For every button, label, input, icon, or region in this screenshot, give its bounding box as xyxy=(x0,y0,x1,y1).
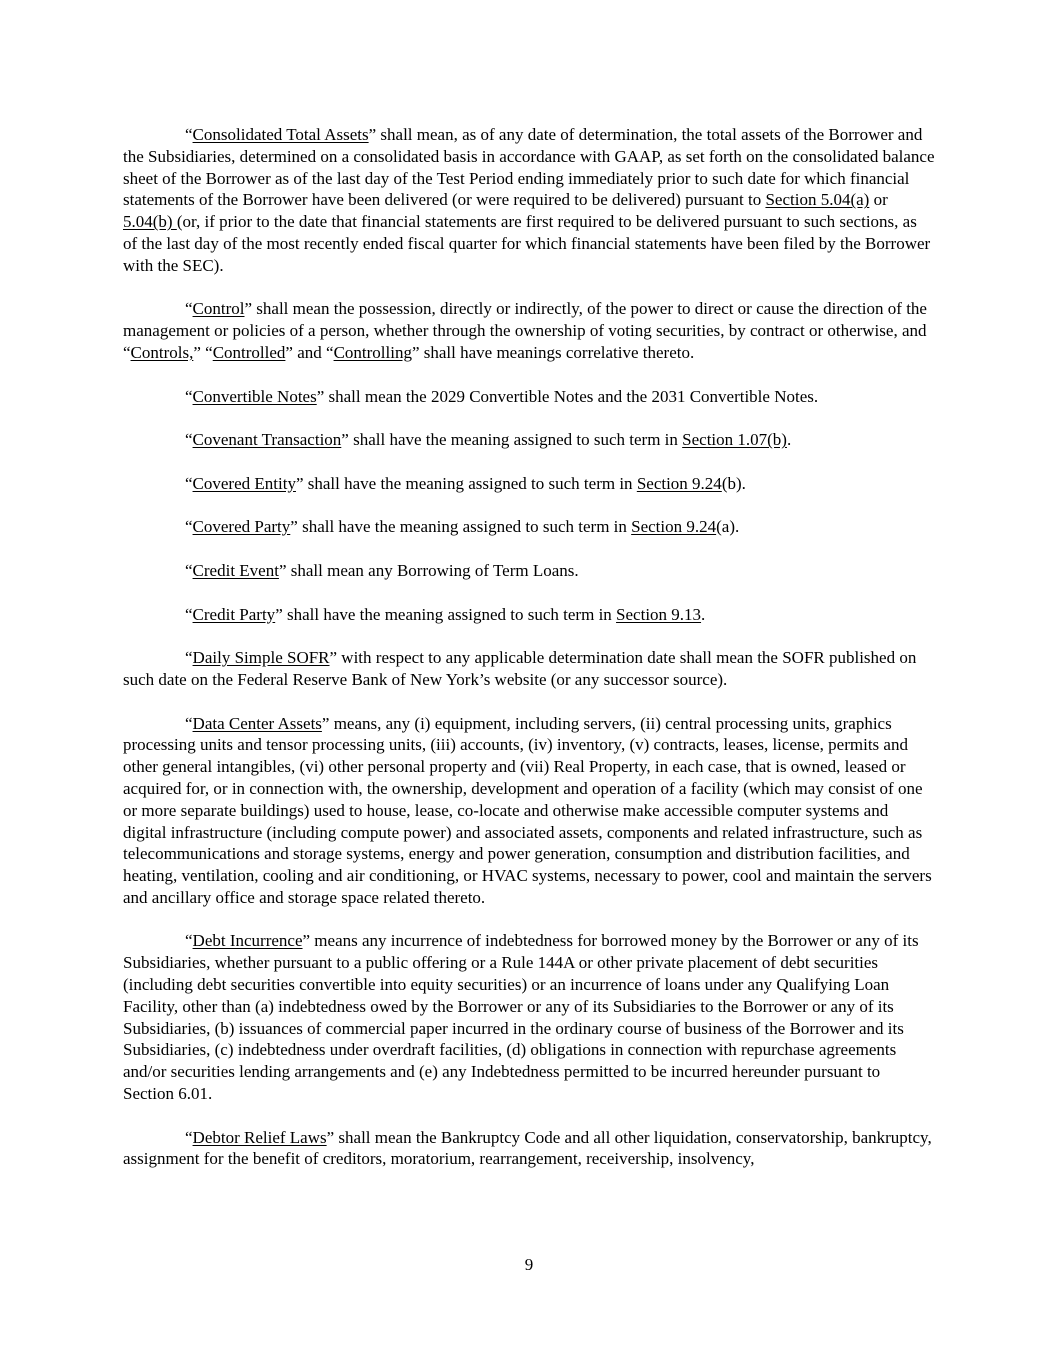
text-run: ” shall have meanings correlative thereto. xyxy=(411,342,695,362)
defined-term: Convertible Notes xyxy=(192,386,317,406)
defined-term: Consolidated Total Assets xyxy=(192,125,369,144)
paragraph-covered-party xyxy=(123,516,935,538)
document-body xyxy=(123,124,935,1192)
text-run: ” shall mean any Borrowing of Term Loans. xyxy=(278,560,579,580)
defined-term: Covered Entity xyxy=(192,473,296,493)
text-run: ” shall mean the Bankruptcy Code and all other liquidation, conservatorship, bankruptcy, assignment for the benefit of creditors, moratorium, rearrangement, receivership, insolvency, xyxy=(123,1127,932,1169)
paragraph-covered-entity xyxy=(123,473,935,495)
paragraph-data-center-assets xyxy=(123,713,935,909)
text-run: ” shall mean the possession, directly or indirectly, of the power to direct or cause the direction of the management or policies of a person, whether through the ownership of voting securities, by contract or otherwise, and “ xyxy=(123,299,927,362)
defined-term: Controlling xyxy=(333,342,412,362)
paragraph-covenant-transaction xyxy=(123,429,935,451)
paragraph-debt-incurrence xyxy=(123,930,935,1104)
text-run: or xyxy=(869,190,888,210)
paragraph-credit-party xyxy=(123,604,935,626)
text-run: “ xyxy=(185,713,193,733)
text-run: (b). xyxy=(721,473,746,493)
text-run: ” shall have the meaning assigned to such term in xyxy=(295,473,637,493)
section-ref: Section 1.07(b) xyxy=(682,430,787,450)
text-run: . xyxy=(701,604,706,624)
section-ref: 5.04(b) xyxy=(123,212,177,232)
text-run: “ xyxy=(185,430,193,450)
defined-term: Control xyxy=(192,299,245,319)
paragraph-credit-event xyxy=(123,560,935,582)
paragraph-daily-simple-sofr xyxy=(123,647,935,691)
defined-term: Debtor Relief Laws xyxy=(192,1127,327,1147)
text-run: “ xyxy=(185,299,193,319)
defined-term: Covered Party xyxy=(192,517,291,537)
text-run: . xyxy=(786,430,792,450)
paragraph-convertible-notes xyxy=(123,386,935,408)
defined-term: Data Center Assets xyxy=(192,713,322,733)
defined-term: Daily Simple SOFR xyxy=(192,648,330,668)
text-run: “ xyxy=(185,560,193,580)
text-run: ” shall have the meaning assigned to such term in xyxy=(275,604,617,624)
page-footer xyxy=(123,1254,935,1276)
defined-term: Covenant Transaction xyxy=(192,430,342,450)
text-run: “ xyxy=(185,517,193,537)
text-run: ” shall mean the 2029 Convertible Notes and the 2031 Convertible Notes. xyxy=(316,386,819,406)
section-ref: Section 9.13 xyxy=(616,604,702,624)
text-run: (or, if prior to the date that financial statements are first required to be delivered pursuant to such sections, as of the last day of the most recently ended fiscal quarter for which financial statements have been filed by the Borrower with the SEC). xyxy=(123,212,931,275)
text-run: ” and “ xyxy=(285,342,334,362)
text-run: ” shall have the meaning assigned to such term in xyxy=(290,517,632,537)
defined-term: Controls, xyxy=(130,342,194,362)
text-run: ” “ xyxy=(193,342,213,362)
text-run: “ xyxy=(185,604,193,624)
defined-term: Debt Incurrence xyxy=(192,931,303,951)
section-ref: Section 9.24 xyxy=(636,473,722,493)
section-ref: Section 9.24 xyxy=(631,517,717,537)
text-run: ” means any incurrence of indebtedness for borrowed money by the Borrower or any of its Subsidiaries, whether pursuant to a public offering or a Rule 144A or other private placement of debt securities (including debt securities convertible into equity securities) or an incurrence of loans under any Qualifying Loan Facility, other than (a) indebtedness owed by the Borrower or any of its Subsidiaries to the Borrower or any of its Subsidiaries, (b) issuances of commercial paper incurred in the ordinary course of business of the Borrower and its Subsidiaries, (c) indebtedness under overdraft facilities, (d) obligations in connection with repurchase agreements and/or securities lending arrangements and (e) any Indebtedness permitted to be incurred hereunder pursuant to Section 6.01. xyxy=(123,931,919,1104)
text-run: “ xyxy=(185,473,193,493)
paragraph-control xyxy=(123,298,935,363)
paragraph-debtor-relief-laws xyxy=(123,1127,935,1171)
text-run: ” with respect to any applicable determination date shall mean the SOFR published on such date on the Federal Reserve Bank of New York’s website (or any successor source). xyxy=(123,648,917,689)
text-run: “ xyxy=(185,125,193,144)
text-run: “ xyxy=(185,1127,193,1147)
text-run: ” shall mean, as of any date of determination, the total assets of the Borrower and the Subsidiaries, determined on a consolidated basis in accordance with GAAP, as set forth on the consolidated balance sheet of the Borrower as of the last day of the Test Period ending immediately prior to such date for which financial statements of the Borrower have been delivered (or were required to be delivered) pursuant to xyxy=(123,125,935,210)
defined-term: Credit Event xyxy=(192,560,279,580)
defined-term: Credit Party xyxy=(192,604,276,624)
text-run: “ xyxy=(185,648,193,668)
section-ref: Section 5.04(a) xyxy=(765,190,870,210)
text-run: ” means, any (i) equipment, including servers, (ii) central processing units, graphics processing units and tensor processing units, (iii) accounts, (iv) inventory, (v) contracts, leases, license, permits and other general intangibles, (vi) other personal property and (vii) Real Property, in each case, that is owned, leased or acquired for, or in connection with, the ownership, development and operation of a facility (which may consist of one or more separate buildings) used to house, lease, co-locate and otherwise make accessible computer systems and digital infrastructure (including compute power) and associated assets, components and related infrastructure, such as telecommunications and storage systems, energy and power generation, consumption and distribution facilities, and heating, ventilation, cooling and air conditioning, or HVAC systems, necessary to power, cool and maintain the servers and ancillary office and storage space related thereto. xyxy=(123,713,932,907)
text-run: “ xyxy=(185,386,193,406)
text-run: (a). xyxy=(716,517,740,537)
page-number: 9 xyxy=(524,1255,534,1274)
text-run: “ xyxy=(185,931,193,951)
defined-term: Controlled xyxy=(212,342,286,362)
paragraph-consolidated-total-assets xyxy=(123,124,935,277)
text-run: ” shall have the meaning assigned to such term in xyxy=(341,430,683,450)
